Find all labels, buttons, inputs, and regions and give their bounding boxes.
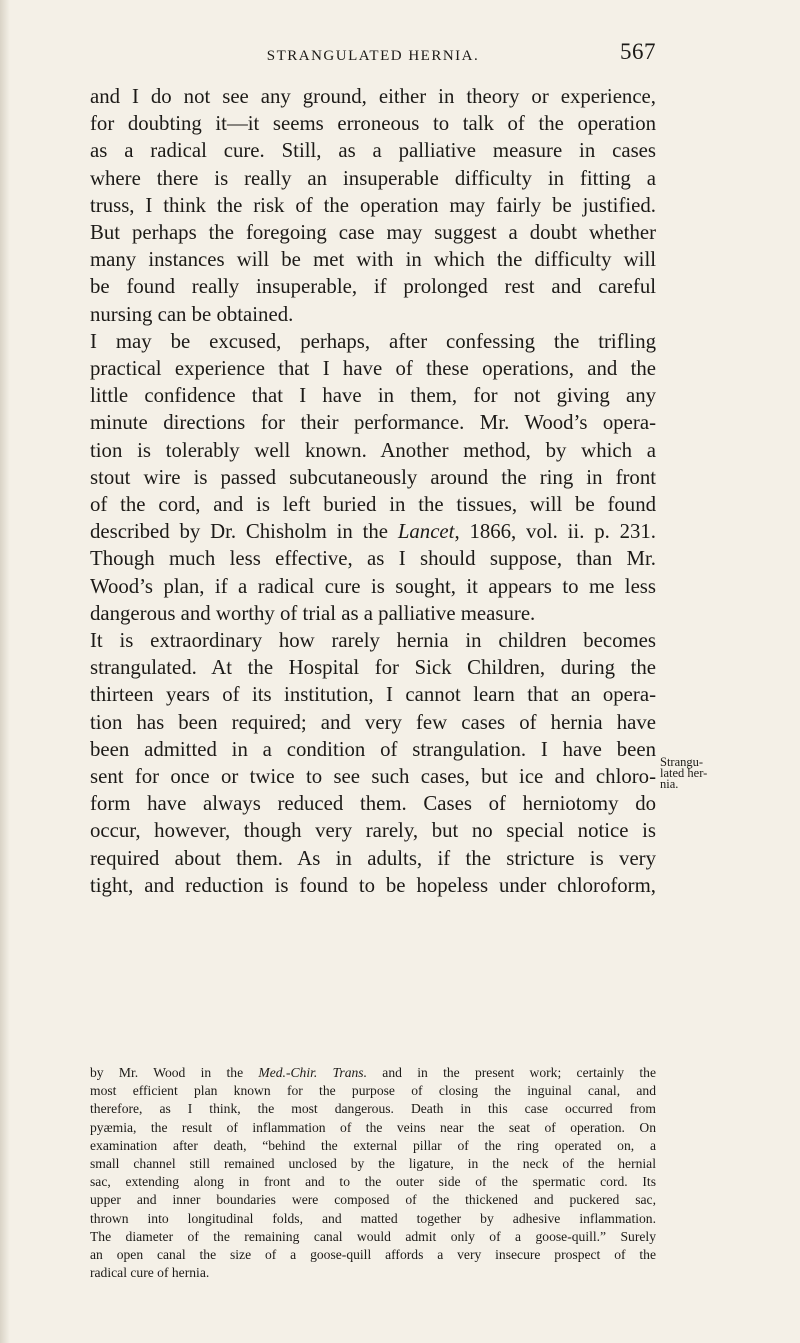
body-line: tion has been required; and very few cases of hernia have bbox=[90, 710, 656, 734]
footnote bbox=[90, 1064, 656, 1282]
margin-note-line: Strangu- bbox=[660, 755, 704, 769]
body-line: practical experience that I have of these operations, and the bbox=[90, 357, 656, 381]
footnote-line: thrown into longitudinal folds, and matted together by adhesive inflammation. bbox=[90, 1210, 656, 1226]
body-line: truss, I think the risk of the operation may fairly be justified. bbox=[90, 193, 656, 217]
body-line: where there is really an insuperable difficulty in fitting a bbox=[90, 166, 656, 190]
body-line: required about them. As in adults, if the stricture is very bbox=[90, 846, 656, 870]
body-line: stout wire is passed subcutaneously around the ring in front bbox=[90, 465, 656, 489]
body-line: many instances will be met with in which the difficulty will bbox=[90, 248, 656, 272]
footnote-line: by Mr. Wood in the Med.-Chir. Trans. and in the present work; certainly the bbox=[90, 1065, 657, 1080]
body-line: occur, however, though very rarely, but no special notice is bbox=[90, 819, 656, 843]
page-gutter-shadow bbox=[0, 0, 10, 1343]
footnote-line: upper and inner boundaries were composed of the thickened and puckered sac, bbox=[90, 1192, 656, 1208]
margin-note-line: lated her- bbox=[660, 766, 708, 780]
body-text bbox=[90, 83, 656, 899]
body-line: strangulated. At the Hospital for Sick Children, during the bbox=[90, 656, 656, 680]
running-title: STRANGULATED HERNIA. bbox=[266, 48, 480, 64]
body-line: minute directions for their performance. Mr. Wood’s opera- bbox=[90, 411, 656, 435]
footnote-line: pyæmia, the result of inflammation of the veins near the seat of operation. On bbox=[90, 1119, 656, 1135]
footnote-line: radical cure of hernia. bbox=[90, 1265, 210, 1281]
footnote-line: sac, extending along in front and to the outer side of the spermatic cord. Its bbox=[90, 1174, 656, 1190]
body-line: dangerous and worthy of trial as a palliative measure. bbox=[90, 601, 536, 625]
body-line: of the cord, and is left buried in the tissues, will be found bbox=[90, 493, 656, 517]
body-line: tion is tolerably well known. Another method, by which a bbox=[90, 438, 656, 462]
footnote-line: most efficient plan known for the purpose of closing the inguinal canal, and bbox=[90, 1083, 656, 1099]
footnote-line: The diameter of the remaining canal would admit only of a goose-quill.” Surely bbox=[90, 1228, 656, 1244]
body-line: sent for once or twice to see such cases, but ice and chloro- bbox=[90, 765, 656, 789]
page-number: 567 bbox=[620, 39, 656, 64]
body-line: I may be excused, perhaps, after confessing the trifling bbox=[90, 329, 656, 353]
margin-note-line: nia. bbox=[660, 777, 679, 791]
body-line: It is extraordinary how rarely hernia in children becomes bbox=[90, 629, 656, 653]
body-line: for doubting it—it seems erroneous to talk of the operation bbox=[90, 112, 656, 136]
body-line: thirteen years of its institution, I cannot learn that an opera- bbox=[90, 683, 656, 707]
body-line: Though much less effective, as I should suppose, than Mr. bbox=[90, 547, 656, 571]
running-head bbox=[90, 38, 656, 78]
body-line: as a radical cure. Still, as a palliative measure in cases bbox=[90, 139, 656, 163]
body-line: form have always reduced them. Cases of herniotomy do bbox=[90, 792, 656, 816]
footnote-line: small channel still remained unclosed by the ligature, in the neck of the hernial bbox=[90, 1156, 656, 1172]
body-line: be found really insuperable, if prolonged rest and careful bbox=[90, 275, 656, 299]
footnote-line: examination after death, “behind the external pillar of the ring operated on, a bbox=[90, 1137, 656, 1153]
body-line: tight, and reduction is found to be hopeless under chloroform, bbox=[90, 873, 656, 897]
body-line: Wood’s plan, if a radical cure is sought, it appears to me less bbox=[90, 574, 656, 598]
body-line: been admitted in a condition of strangulation. I have been bbox=[90, 737, 656, 761]
body-line: But perhaps the foregoing case may suggest a doubt whether bbox=[90, 221, 656, 245]
body-line: and I do not see any ground, either in theory or experience, bbox=[90, 85, 656, 108]
margin-note bbox=[660, 757, 720, 790]
body-line: little confidence that I have in them, for not giving any bbox=[90, 384, 656, 408]
body-line: described by Dr. Chisholm in the Lancet, 1866, vol. ii. p. 231. bbox=[90, 520, 657, 544]
footnote-line: an open canal the size of a goose-quill affords a very insecure prospect of the bbox=[90, 1247, 656, 1263]
footnote-line: therefore, as I think, the most dangerous. Death in this case occurred from bbox=[90, 1101, 656, 1117]
body-line: nursing can be obtained. bbox=[90, 302, 294, 326]
